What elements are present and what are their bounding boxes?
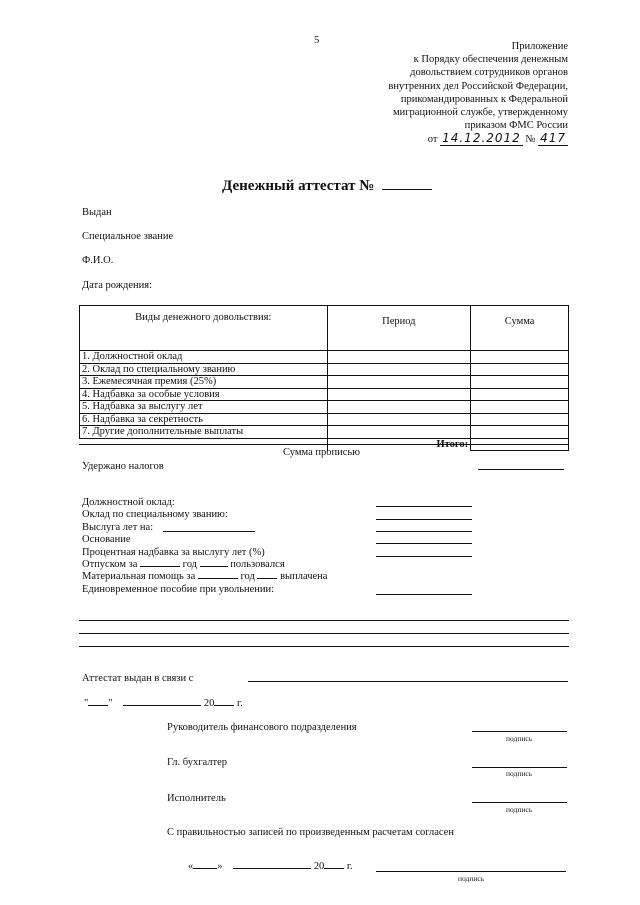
- basis-label: Основание: [82, 534, 131, 545]
- attestat-number-field[interactable]: [382, 189, 432, 190]
- column-header-period: Период: [327, 306, 471, 351]
- sum-cell[interactable]: [471, 351, 569, 364]
- document-title: [222, 178, 432, 195]
- aid-year-field[interactable]: [198, 578, 238, 579]
- table-row: [80, 376, 569, 389]
- vacation-used-field[interactable]: [200, 566, 228, 567]
- bottom-date-year-suffix: г.: [346, 861, 353, 872]
- seniority-field[interactable]: [376, 531, 472, 532]
- bottom-date-row: [188, 860, 353, 873]
- table-row: [80, 351, 569, 364]
- blank-line[interactable]: [79, 633, 569, 634]
- bottom-date-day-field[interactable]: [193, 868, 217, 869]
- rank-salary-field[interactable]: [376, 519, 472, 520]
- table-row: [80, 401, 569, 414]
- period-cell[interactable]: [327, 426, 471, 439]
- bottom-date-close-quote: »: [217, 861, 223, 872]
- date-row: [84, 697, 243, 710]
- bottom-date-open-quote: «: [188, 861, 194, 872]
- seniority-date-field[interactable]: [163, 531, 255, 532]
- aid-year-label: год: [240, 571, 255, 582]
- rank-label: Специальное звание: [82, 231, 174, 242]
- date-year-suffix: г.: [236, 698, 243, 709]
- order-prefix: от: [427, 134, 438, 146]
- aid-paid-label: выплачена: [280, 571, 328, 582]
- row-label: 5. Надбавка за выслугу лет: [80, 401, 328, 414]
- order-number-prefix: №: [525, 134, 536, 146]
- executor-signature-field[interactable]: [472, 802, 567, 803]
- allowance-table: [79, 305, 569, 451]
- sum-cell[interactable]: [471, 388, 569, 401]
- appendix-line: довольствием сотрудников органов: [410, 67, 568, 79]
- order-number: 417: [540, 131, 566, 146]
- signature-caption: подпись: [506, 805, 533, 814]
- table-row: [80, 363, 569, 376]
- period-cell[interactable]: [327, 376, 471, 389]
- sum-cell[interactable]: [471, 413, 569, 426]
- page-number: 5: [314, 35, 320, 46]
- salary-field[interactable]: [376, 506, 472, 507]
- severance-label: Единовременное пособие при увольнении:: [82, 584, 275, 595]
- sum-cell[interactable]: [471, 401, 569, 414]
- sum-cell[interactable]: [471, 363, 569, 376]
- appendix-line: внутренних дел Российской Федерации,: [388, 80, 568, 92]
- divider-line: [79, 444, 569, 445]
- blank-line[interactable]: [79, 646, 569, 647]
- period-cell[interactable]: [327, 413, 471, 426]
- column-header-sum: Сумма: [471, 306, 569, 351]
- issued-reason-label: Аттестат выдан в связи с: [82, 673, 194, 684]
- total-label: Итого:: [327, 438, 471, 451]
- appendix-line: Приложение: [511, 41, 568, 52]
- salary-label: Должностной оклад:: [82, 497, 175, 508]
- date-close-quote: ": [108, 698, 113, 709]
- fio-label: Ф.И.О.: [82, 255, 114, 266]
- signature-caption: подпись: [506, 769, 533, 778]
- finance-head-label: Руководитель финансового подразделения: [167, 722, 357, 733]
- bottom-date-month-field[interactable]: [233, 868, 311, 869]
- accountant-label: Гл. бухгалтер: [167, 757, 228, 768]
- seniority-label: Выслуга лет на:: [82, 522, 154, 533]
- appendix-line: миграционной службе, утвержденному: [392, 107, 568, 119]
- table-row: [80, 413, 569, 426]
- signature-caption: подпись: [506, 734, 533, 743]
- date-year-prefix: 20: [203, 698, 215, 709]
- severance-field[interactable]: [376, 594, 472, 595]
- date-open-quote: ": [84, 698, 89, 709]
- blank-line[interactable]: [79, 620, 569, 621]
- bottom-signature-field[interactable]: [376, 871, 566, 872]
- row-label: 4. Надбавка за особые условия: [80, 388, 328, 401]
- row-label: 2. Оклад по специальному званию: [80, 363, 328, 376]
- order-date: 14.12.2012: [442, 131, 521, 146]
- period-cell[interactable]: [327, 388, 471, 401]
- finance-head-signature-field[interactable]: [472, 731, 567, 732]
- period-cell[interactable]: [327, 363, 471, 376]
- period-cell[interactable]: [327, 351, 471, 364]
- order-line: [388, 132, 568, 146]
- appendix-line: к Порядку обеспечения денежным: [413, 54, 568, 66]
- row-label: 3. Ежемесячная премия (25%): [80, 376, 328, 389]
- withheld-taxes-field[interactable]: [478, 469, 564, 470]
- agreement-label: С правильностью записей по произведенным расчетам согласен: [167, 827, 454, 838]
- appendix-line: прикомандированных к Федеральной: [400, 93, 568, 105]
- sum-cell[interactable]: [471, 376, 569, 389]
- sum-in-words-label: Сумма прописью: [283, 447, 361, 458]
- rank-salary-label: Оклад по специальному званию:: [82, 509, 228, 520]
- row-label: 1. Должностной оклад: [80, 351, 328, 364]
- bottom-date-year-field[interactable]: [324, 868, 344, 869]
- date-month-field[interactable]: [123, 705, 201, 706]
- vacation-label: Отпуском за: [82, 559, 138, 570]
- table-row: [80, 388, 569, 401]
- bottom-date-year-prefix: 20: [313, 861, 325, 872]
- vacation-used-label: пользовался: [230, 559, 285, 570]
- seniority-bonus-label: Процентная надбавка за выслугу лет (%): [82, 547, 265, 558]
- basis-field[interactable]: [376, 543, 472, 544]
- birthdate-label: Дата рождения:: [82, 280, 153, 291]
- accountant-signature-field[interactable]: [472, 767, 567, 768]
- date-day-field[interactable]: [88, 705, 108, 706]
- aid-row: [82, 570, 327, 583]
- vacation-year-label: год: [182, 559, 197, 570]
- period-cell[interactable]: [327, 401, 471, 414]
- table-header-row: [80, 306, 569, 351]
- sum-cell[interactable]: [471, 426, 569, 439]
- vacation-year-field[interactable]: [140, 566, 180, 567]
- aid-label: Материальная помощь за: [82, 571, 196, 582]
- row-label: 7. Другие дополнительные выплаты: [80, 426, 328, 439]
- table-row: [80, 426, 569, 439]
- appendix-block: [388, 40, 568, 147]
- column-header-types: Виды денежного довольствия:: [80, 306, 328, 351]
- row-label: 6. Надбавка за секретность: [80, 413, 328, 426]
- signature-caption: подпись: [458, 874, 485, 883]
- date-year-field[interactable]: [214, 705, 234, 706]
- withheld-taxes-label: Удержано налогов: [82, 461, 164, 472]
- seniority-bonus-field[interactable]: [376, 556, 472, 557]
- issued-reason-field[interactable]: [248, 681, 568, 682]
- aid-paid-field[interactable]: [257, 578, 277, 579]
- issued-label: Выдан: [82, 207, 112, 218]
- appendix-line: приказом ФМС России: [464, 120, 568, 132]
- executor-label: Исполнитель: [167, 793, 226, 804]
- document-title-text: Денежный аттестат №: [222, 178, 375, 194]
